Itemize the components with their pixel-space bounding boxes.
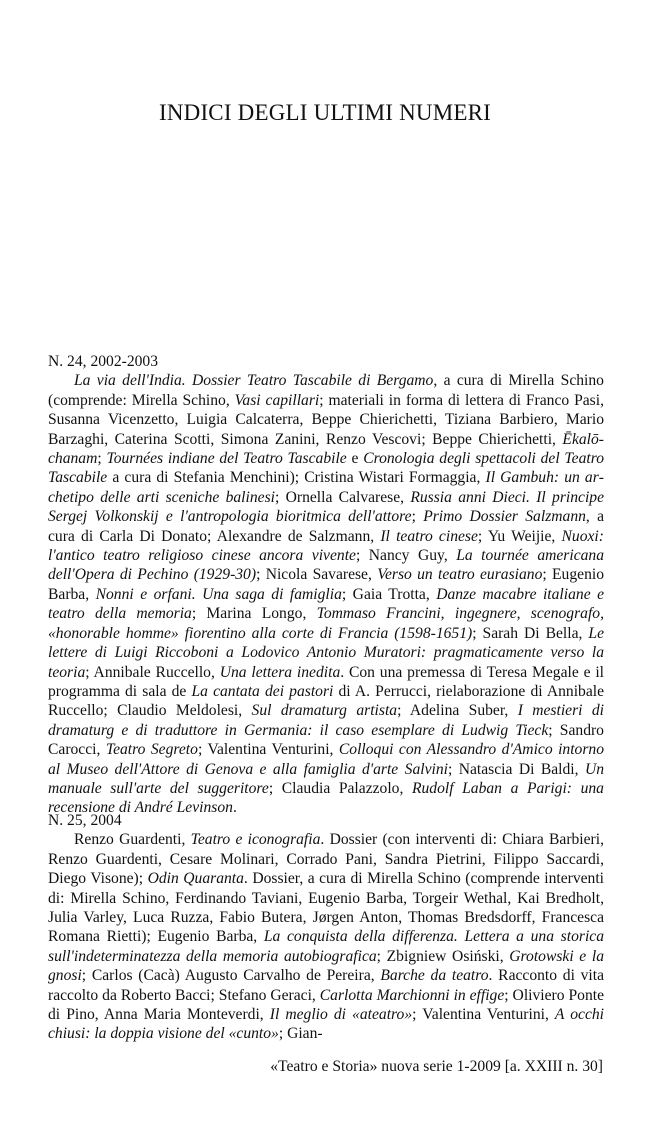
text-run: ; xyxy=(97,450,107,468)
page-title: INDICI DEGLI ULTIMI NUMERI xyxy=(158,100,492,125)
work-title: La tournée americana dell'Opera di Pechino (1929-30) xyxy=(48,547,605,584)
text-run: ; Valentina Venturini, xyxy=(412,1006,555,1024)
work-title: Tournées indiane del Teatro Tascabile xyxy=(106,450,347,468)
text-run: ; Annibale Ruccello, xyxy=(85,663,220,681)
work-title: Verso un teatro eurasiano xyxy=(377,566,543,584)
text-run: . Con una premessa di Teresa Megale e il programma di sala de xyxy=(48,663,604,700)
work-title: Russia anni Dieci. Il principe Sergej Volkonskij e l'antropologia bioritmica dell'attore xyxy=(48,488,604,526)
work-title: Danze macabre italiane e teatro della memoria xyxy=(48,585,605,623)
text-run: . Dossier, a cura di Mirella Schino (comprende interventi di: Mirella Schino, Ferdinando Taviani, Eugenio Barba, Torgeir Wethal, Kai Bredholt, Julia Varley, Luca Ruzza, Fabio Butera, Jørgen Anton, Thomas Bredsdorff, Francesca Romana Rietti); Eugenio Barba, xyxy=(48,870,605,946)
text-run: , a cura di Mirella Schino (comprende: Mirella Schino, xyxy=(48,372,604,409)
work-title: Sul dramaturg artista xyxy=(251,702,398,720)
work-title: Grotowski e la gnosi xyxy=(48,947,605,985)
text-run: ; Carlos (Cacà) Augusto Carvalho de Pereira, xyxy=(81,967,381,985)
work-title: La conquista della differenza. Lettera a una storica sull'indeterminatezza della memoria autobiografica xyxy=(48,928,604,965)
work-title: A occhi chiusi: la doppia visione del «cunto» xyxy=(48,1006,604,1043)
text-run: ; Gian- xyxy=(278,1025,323,1043)
work-title: Carlotta Marchionni in effige xyxy=(319,986,505,1004)
text-run: ; Oliviero Ponte di Pino, Anna Maria Monteverdi, xyxy=(48,986,604,1024)
work-title: Teatro e iconografia xyxy=(190,831,321,849)
text-run: ; materiali in forma di lettera di Franco Pasi, Susanna Vicenzetto, Luigia Calcaterra, Beppe Chierichetti, Tiziana Barbiero, Mario Barzaghi, Caterina Scotti, Simona Zanini, Renzo Vescovi; Beppe Chierichetti, xyxy=(48,391,604,448)
text-run: di A. Perrucci, rielaborazione di Annibale Ruccello; Claudio Meldolesi, xyxy=(48,682,605,720)
issue-heading: N. 24, 2002-2003 xyxy=(48,353,159,370)
text-run: ; Eugenio Barba, xyxy=(48,566,604,603)
text-run: ; Ornella Calvarese, xyxy=(274,488,411,506)
text-run: ; Sarah Di Bella, xyxy=(472,624,589,642)
issue-n25 xyxy=(48,811,604,1044)
issue-index-text xyxy=(48,830,604,1043)
work-title: Vasi capillari xyxy=(234,391,320,409)
work-title: Teatro Segreto xyxy=(105,741,198,759)
work-title: Barche da teatro xyxy=(380,967,489,985)
work-title: Nonni e orfani. Una saga di famiglia xyxy=(95,585,342,603)
work-title: Ēkalōchanam xyxy=(48,430,604,468)
work-title: Cronologia degli spettacoli del Teatro Tascabile xyxy=(48,450,605,487)
text-run: , a cura di Carla Di Donato; Alexandre de Salzmann, xyxy=(48,508,605,545)
work-title: La via dell'India. Dossier Teatro Tascabile di Bergamo xyxy=(74,372,434,390)
issue-n24 xyxy=(48,352,604,818)
text-run: ; Gaia Trotta, xyxy=(341,585,437,603)
work-title: Il meglio di «ateatro» xyxy=(269,1006,413,1024)
work-title: Il Gambuh: un archetipo delle arti sceniche balinesi xyxy=(48,469,604,506)
work-title: Odin Quaranta xyxy=(147,870,244,888)
text-run: ; Claudia Palazzolo, xyxy=(268,779,412,797)
work-title: I mestieri di dramaturg e di traduttore in Germania: il caso esemplare di Ludwig Tieck xyxy=(48,702,604,739)
text-run: ; xyxy=(411,508,424,526)
work-title: Rudolf Laban a Parigi: una recensione di André Levinson xyxy=(48,779,604,817)
issue-index-text xyxy=(48,371,604,817)
text-run: ; Valentina Venturini, xyxy=(197,741,339,759)
text-run: . Dossier (con interventi di: Chiara Barbieri, Renzo Guardenti, Cesare Molinari, Corrado Pani, Sandra Pietrini, Filippo Saccardi, Diego Visone); xyxy=(48,831,604,888)
text-run: ; Zbigniew Osiński, xyxy=(376,947,510,965)
issue-heading: N. 25, 2004 xyxy=(48,812,122,829)
text-run: a cura di Stefania Menchini); Cristina Wistari Formaggia, xyxy=(107,469,486,487)
text-run: . xyxy=(232,799,237,817)
work-title: Il teatro cinese xyxy=(380,527,478,545)
work-title: Tommaso Francini, ingegnere, scenografo, «honorable homme» fiorentino alla corte di Francia (1598-1651) xyxy=(48,605,604,642)
work-title: Le lettere di Luigi Riccoboni a Lodovico Antonio Muratori: pragmaticamente verso la teoria xyxy=(48,624,604,681)
work-title: Una lettera inedita xyxy=(219,663,341,681)
work-title: Nuoxi: l'antico teatro religioso cinese ancora vivente xyxy=(48,527,604,565)
text-run: e xyxy=(346,450,364,468)
text-run: ; Nancy Guy, xyxy=(355,547,457,565)
text-run: ; Sandro Carocci, xyxy=(48,721,604,759)
text-run: ; Adelina Suber, xyxy=(397,702,518,720)
text-run: Renzo Guardenti, xyxy=(74,831,191,849)
text-run: ; Marina Longo, xyxy=(191,605,317,623)
text-run: . Racconto di vita raccolto da Roberto Bacci; Stefano Geraci, xyxy=(48,967,605,1004)
work-title: Primo Dossier Salzmann xyxy=(423,508,586,526)
journal-footer: «Teatro e Storia» nuova serie 1-2009 [a. XXIII n. 30] xyxy=(270,1058,603,1075)
work-title: Colloqui con Alessandro d'Amico intorno al Museo dell'Attore di Genova e alla famiglia d'arte Salvini xyxy=(48,741,604,778)
text-run: ; Nicola Savarese, xyxy=(256,566,378,584)
text-run: ; Yu Weijie, xyxy=(477,527,562,545)
work-title: La cantata dei pastori xyxy=(191,682,334,700)
text-run: ; Natascia Di Baldi, xyxy=(447,760,585,778)
work-title: Un manuale sull'arte del suggeritore xyxy=(48,760,605,797)
